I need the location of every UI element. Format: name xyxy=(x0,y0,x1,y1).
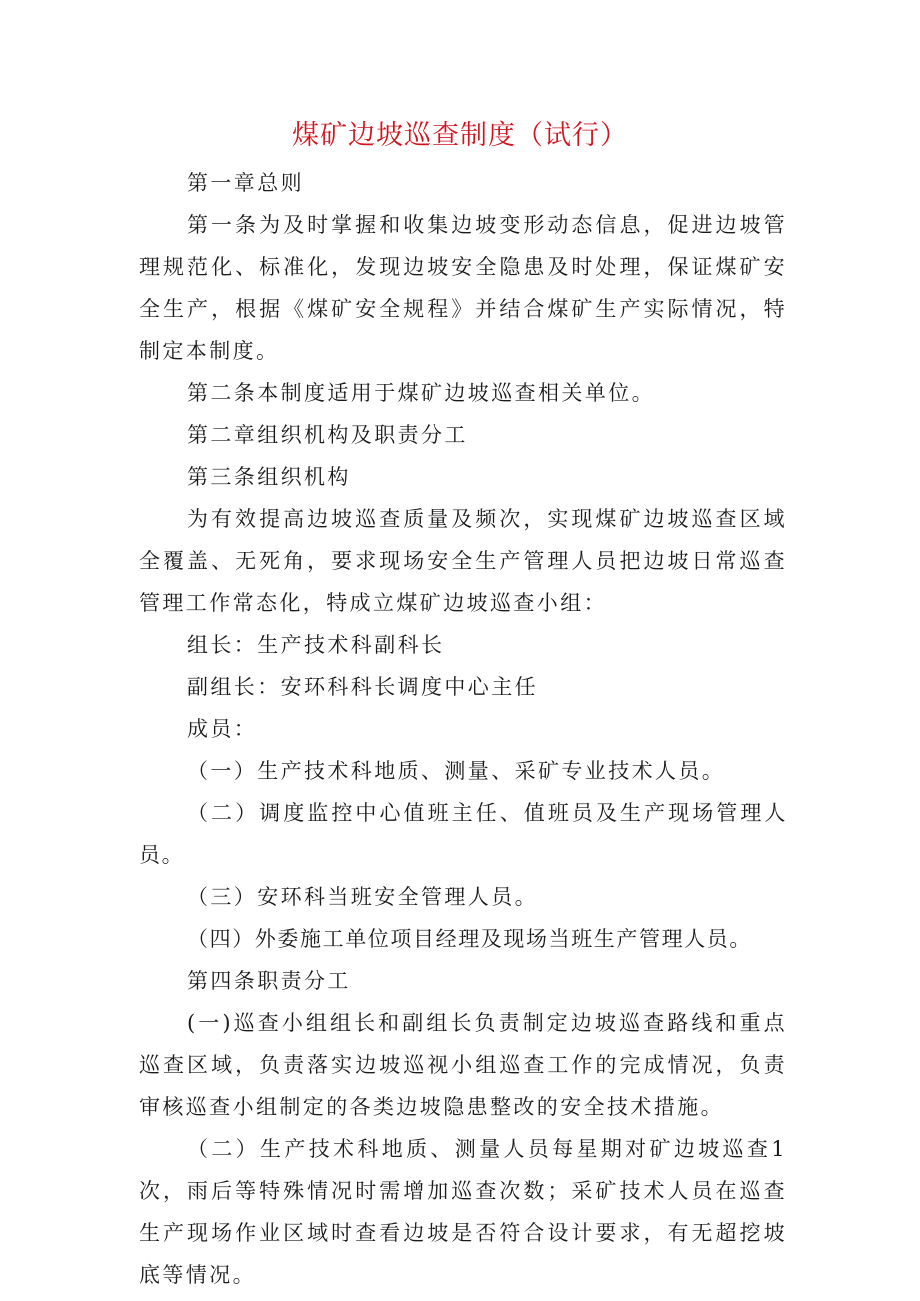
article-paragraph: 第一条为及时掌握和收集边坡变形动态信息，促进边坡管理规范化、标准化，发现边坡安全隐患及时处理，保证煤矿安全生产，根据《煤矿安全规程》并结合煤矿生产实际情况，特制定本制度。 xyxy=(139,213,787,363)
document-title: 煤矿边坡巡查制度（试行） xyxy=(292,120,628,151)
article-paragraph: (一)巡查小组组长和副组长负责制定边坡巡查路线和重点巡查区域，负责落实边坡巡视小组巡查工作的完成情况，负责审核巡查小组制定的各类边坡隐患整改的安全技术措施。 xyxy=(139,1011,787,1119)
chapter-heading: 第二章组织机构及职责分工 xyxy=(187,423,468,447)
member-line: 组长：生产技术科副科长 xyxy=(187,633,445,657)
article-heading: 第四条职责分工 xyxy=(187,969,351,993)
article-paragraph: （二）生产技术科地质、测量人员每星期对矿边坡巡查1次，雨后等特殊情况时需增加巡查次数；采矿技术人员在巡查生产现场作业区域时查看边坡是否符合设计要求，有无超挖坡底等情况。 xyxy=(139,1137,787,1287)
article-paragraph: 第二条本制度适用于煤矿边坡巡查相关单位。 xyxy=(187,381,655,405)
member-line: 成员： xyxy=(187,717,258,741)
list-item: （一）生产技术科地质、测量、采矿专业技术人员。 xyxy=(187,759,726,783)
member-line: 副组长：安环科科长调度中心主任 xyxy=(187,675,538,699)
article-paragraph: 为有效提高边坡巡查质量及频次，实现煤矿边坡巡查区域全覆盖、无死角，要求现场安全生产管理人员把边坡日常巡查管理工作常态化，特成立煤矿边坡巡查小组： xyxy=(139,507,787,615)
list-item: （四）外委施工单位项目经理及现场当班生产管理人员。 xyxy=(187,927,752,951)
article-heading: 第三条组织机构 xyxy=(187,465,351,489)
chapter-heading: 第一章总则 xyxy=(187,171,304,195)
list-item: （二）调度监控中心值班主任、值班员及生产现场管理人员。 xyxy=(139,801,787,867)
document-body xyxy=(139,162,787,1296)
list-item: （三）安环科当班安全管理人员。 xyxy=(187,885,538,909)
